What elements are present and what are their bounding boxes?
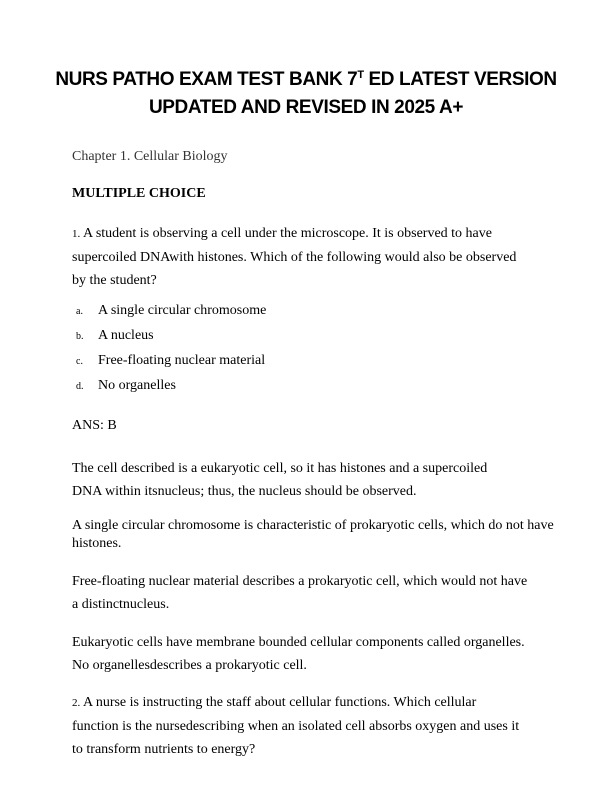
choice-letter: d. xyxy=(76,381,84,392)
choice-text: A single circular chromosome xyxy=(98,303,267,318)
rationale-paragraph: Eukaryotic cells have membrane bounded cellular components called organelles. No organellesdescribes a prokaryotic cell. xyxy=(72,635,525,673)
choice-letter: a. xyxy=(76,306,83,317)
rationale-paragraph: A single circular chromosome is characteristic of prokaryotic cells, which do not have histones. xyxy=(72,518,554,551)
choice-letter: b. xyxy=(76,331,84,342)
question-2 xyxy=(72,691,562,761)
choice-c xyxy=(72,353,266,378)
question-1-line-3: by the student? xyxy=(72,273,157,288)
choice-text: Free-floating nuclear material xyxy=(98,353,266,368)
question-number: 2. xyxy=(72,697,81,709)
question-1 xyxy=(72,222,562,292)
title-line-1: NURS PATHO EXAM TEST BANK $7^T$ ED LATEST VERSION xyxy=(55,69,557,90)
question-number: 1. xyxy=(72,228,81,240)
question-2-line-2: function is the nursedescribing when an isolated cell absorbs oxygen and uses it xyxy=(72,719,520,734)
answer-choices xyxy=(72,303,266,403)
section-heading: MULTIPLE CHOICE xyxy=(72,186,206,201)
choice-a xyxy=(72,303,266,328)
question-1-line-2: supercoiled DNAwith histones. Which of the following would also be observed xyxy=(72,250,517,265)
choice-letter: c. xyxy=(76,356,83,367)
question-2-line-3: to transform nutrients to energy? xyxy=(72,742,256,757)
choice-text: A nucleus xyxy=(98,328,154,343)
rationale-paragraph: Free-floating nuclear material describes a prokaryotic cell, which would not have a distinctnucleus. xyxy=(72,574,528,612)
chapter-heading: Chapter 1. Cellular Biology xyxy=(72,149,228,164)
title-superscript: T xyxy=(357,69,364,81)
title-line-2: UPDATED AND REVISED IN 2025 A+ xyxy=(148,97,464,118)
answer-key: ANS: B xyxy=(72,418,117,433)
document-title xyxy=(40,66,572,122)
choice-b xyxy=(72,328,266,353)
choice-text: No organelles xyxy=(98,378,176,393)
question-2-line-1: 2. A nurse is instructing the staff about cellular functions. Which cellular xyxy=(72,695,477,710)
rationale-paragraph: The cell described is a eukaryotic cell, so it has histones and a supercoiled DNA within itsnucleus; thus, the nucleus should be observed. xyxy=(72,461,488,499)
question-1-line-1: 1. A student is observing a cell under the microscope. It is observed to have xyxy=(72,226,492,241)
choice-d xyxy=(72,378,266,403)
